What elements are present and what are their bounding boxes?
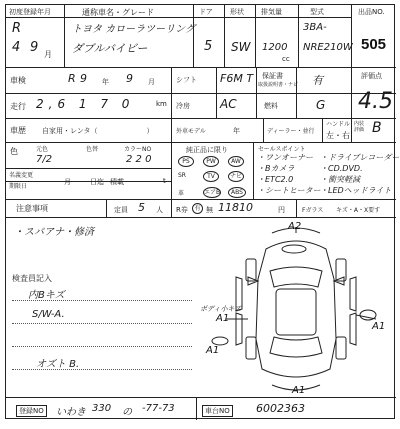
handle-value: 左・右 [326,131,350,140]
warranty-value: 有 [312,74,323,87]
inspector-note: オズト B. [36,359,80,370]
reg-number: -77-73 [142,403,175,414]
model-name: トヨタ カローラツーリング [72,24,195,35]
glass-value: キズ・A・X要す [336,207,381,214]
row-divider-5 [6,168,171,169]
footer-divider [6,397,396,398]
option-tv: TV [203,171,219,182]
type-label: 型式 [310,8,324,16]
shift-label: シフト [176,76,197,84]
row-divider-7 [6,199,396,200]
vline [216,67,217,118]
fuel-label: 燃料 [264,102,278,110]
warranty-label: 保証書 [262,72,283,80]
first-reg-era: R [12,21,22,36]
color-code-label: カラーNO [124,146,152,153]
type-code: NRE210W [303,42,353,53]
vline [255,5,256,67]
name-change-label: 名義変更 [9,172,34,179]
row-divider-4 [6,142,396,143]
inspection-month-unit: 月 [148,78,155,86]
recycle-unit: 円 [278,206,285,214]
shape-label: 形状 [230,8,244,16]
diagram-note: ボディ小キズ [200,305,242,313]
vline [196,397,197,420]
color-change-label: 色替 [86,146,99,153]
orig-color-label: 元色 [36,146,49,153]
sales-point: ・ドライブレコーダー [320,153,400,162]
recycle-yes: 有 [192,203,203,214]
lot-label: 出品NO. [358,8,385,16]
vline [263,118,264,142]
inspector-note: 内Bキズ [28,290,65,301]
recycle-value: 11810 [218,201,253,214]
option-sr: SR [178,172,186,179]
glass-label: Fガラス [302,207,324,214]
lot-number: 505 [361,36,387,53]
option-navi: ナビ [229,173,242,180]
dealer-label: ディーラー・並行 [267,128,315,135]
import-label: 外車モデル [176,128,206,135]
recycle-label: R券 [176,206,188,214]
vline [224,5,225,67]
history-value: 自家用・レンタ（ ） [42,127,154,135]
inspection-label: 車検 [10,76,26,85]
vline [64,5,65,67]
row-divider-6 [6,181,171,182]
sales-point: ・LEDヘッドライト [320,186,392,195]
fuel-value: G [316,98,326,112]
damage-mark: A1 [206,345,220,356]
mileage-value: 2,6 1 7 0 [36,97,135,111]
reg-kana: の [122,407,132,418]
inspector-label: 検査員記入 [12,274,52,283]
option-airbag: エアB [204,189,221,196]
warranty-sub: 取扱説明書・ナビ [258,82,299,88]
capacity-unit: 人 [156,206,163,214]
load-label: 積載 [110,178,124,186]
doors-value: 5 [204,39,213,54]
option-aw: AW [228,156,244,167]
inspector-note: S/W-A. [32,309,65,320]
option-leather: 革 [178,190,185,197]
model-grade: ダブルバイビー [72,42,148,55]
cc-unit: cc [282,55,290,63]
history-label: 車歴 [10,126,26,135]
first-reg-year: 4 [12,40,21,55]
shift-value: F6M T [220,72,254,85]
chassis-value: 6002363 [256,402,305,415]
sales-point: ・衝突軽減 [320,175,360,184]
inspection-year-unit: 年 [102,78,109,86]
inspection-era: R [68,72,76,85]
capacity-label: 定員 [114,206,128,214]
orig-color-value: 7/2 [36,154,53,165]
header-divider [6,17,351,18]
inspection-month: 9 [126,72,133,85]
inspector-line [12,323,192,324]
vline [298,5,299,67]
damage-mark: A1 [292,385,306,395]
auction-sheet [5,4,400,419]
doors-label: ドア [199,8,213,16]
ac-label: 冷房 [176,102,190,110]
import-unit: 年 [233,127,240,135]
sales-point: ・CD.DVD. [320,164,363,173]
row-divider-2 [6,93,396,94]
rating-label: 評価点 [361,72,382,80]
vline [106,199,107,217]
vline [256,67,257,118]
interior-value: B [372,120,382,136]
reg-class: 330 [92,403,112,414]
color-code-value: 2 2 0 [126,154,152,165]
option-pw: PW [203,156,219,167]
mileage-label: 走行 [10,102,26,111]
month-suffix: 月 [44,50,52,59]
row-divider-8 [6,217,396,218]
sales-points-label: セールスポイント [258,146,306,153]
vline [193,5,194,67]
chassis-label: 車台NO [202,405,233,417]
color-label: 色 [10,147,18,156]
interior-label: 内装評価 [354,121,365,133]
type-prefix: 3BA- [303,22,327,33]
damage-mark: A1 [216,313,230,324]
displacement-value: 1200 [262,42,288,53]
sales-point: ・ワンオーナー [257,153,313,162]
inspector-line [12,346,192,347]
row-divider-1 [6,67,396,68]
deadline-label: 期限日 [9,183,28,190]
option-ps: PS [178,156,194,167]
car-damage-diagram [196,219,394,395]
mileage-unit: km [156,100,167,108]
sales-point: ・ETC2.0 [257,175,294,184]
vline [351,5,352,142]
vline [253,142,254,199]
ac-value: AC [220,97,237,111]
genuine-label: 純正品に限り [186,146,228,154]
vline [171,67,172,217]
model-label: 通称車名・グレード [82,8,154,17]
reg-city: いわき [56,407,86,418]
first-reg-month: 9 [30,40,39,55]
sales-point: ・シートヒーター [257,186,321,195]
deadline-month: 月 [64,178,71,186]
vline [322,118,323,142]
vline [296,67,297,118]
capacity-value: 5 [138,201,145,214]
deadline-day: 日迄 [90,178,104,186]
recycle-no: 無 [206,206,213,214]
inspection-year: 9 [80,72,87,85]
load-unit: t [163,177,166,185]
first-reg-label: 初度登録年月 [9,8,51,16]
handle-label: ハンドル [326,121,351,128]
vline [296,199,297,217]
sales-point: ・Bカメラ [257,164,295,173]
reg-no-label: 登録NO [16,405,47,417]
damage-mark: A1 [372,321,386,332]
note-text: ・スパアナ・修済 [14,227,94,238]
damage-mark: A2 [288,221,302,232]
shape-value: SW [231,40,251,54]
option-abs: ABS [228,187,246,198]
rating-value: 4.5 [358,89,393,114]
displacement-label: 排気量 [261,8,282,16]
notes-label: 注意事項 [16,204,48,213]
